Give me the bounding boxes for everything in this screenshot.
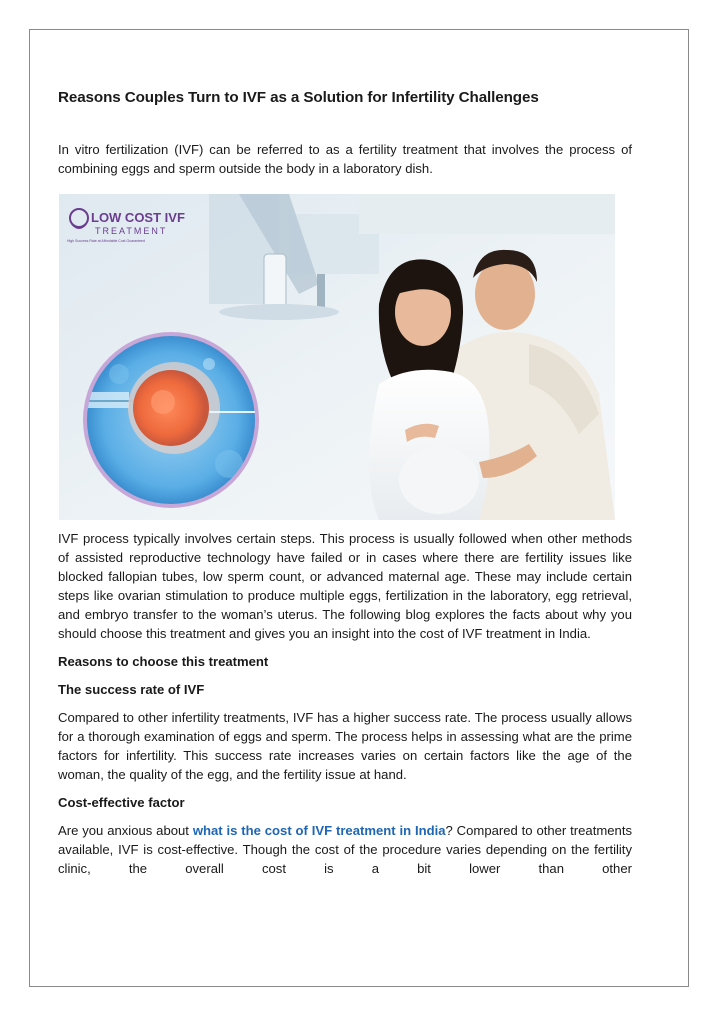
success-heading: The success rate of IVF: [58, 682, 205, 697]
success-paragraph: Compared to other infertility treatments, IVF has a higher success rate. The process usually allows for a thorough examination of eggs and sperm. The process helps in assessing what are the prime factors for infertility. This success rate increases varies on certain factors like the age of the woman, the quality of the egg, and the fertility issue at hand.: [58, 710, 632, 782]
process-paragraph: IVF process typically involves certain steps. This process is usually followed when other methods of assisted reproductive technology have failed or in cases where there are fertility issues like blocked fallopian tubes, low sperm count, or advanced maternal age. These may include certain steps like ovarian stimulation to produce multiple eggs, fertilization in the laboratory, egg retrieval, and embryo transfer to the woman’s uterus. The following blog explores the facts about why you should choose this treatment and gives you an insight into the cost of IVF treatment in India.: [58, 531, 632, 641]
logo-tagline: High Success Rate at Affordable Cost Guaranteed: [67, 239, 145, 243]
cost-paragraph: [58, 821, 632, 878]
article: [58, 29, 632, 878]
intro-paragraph: In vitro fertilization (IVF) can be referred to as a fertility treatment that involves the process of combining eggs and sperm outside the body in a laboratory dish.: [58, 142, 632, 176]
logo-sub: TREATMENT: [95, 226, 168, 236]
cost-heading: Cost-effective factor: [58, 795, 185, 810]
section-heading: Reasons to choose this treatment: [58, 654, 269, 669]
article-title: Reasons Couples Turn to IVF as a Solution for Infertility Challenges: [58, 89, 539, 106]
cost-link[interactable]: what is the cost of IVF treatment in India: [192, 823, 446, 838]
cost-text-before: Are you anxious about: [58, 823, 193, 838]
cost-text-after: ? Compared to other treatments available, IVF is cost-effective. Though the cost of the procedure varies depending on the fertility clinic, the overall cost is a bit lower than other: [58, 823, 633, 876]
logo-main: LOW COST IVF: [91, 210, 185, 225]
hero-image: [59, 194, 615, 520]
